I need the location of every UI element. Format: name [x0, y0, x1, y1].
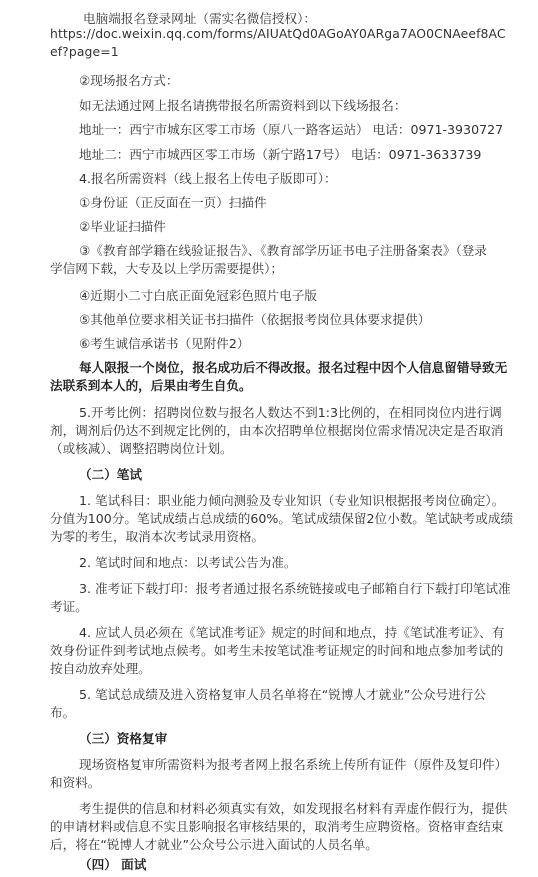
text-line: 的申请材料或信息不实且影响报名审核结果的，取消考生应聘资格。资格审查结束: [50, 819, 504, 834]
signup-url-line[interactable]: ef?page=1: [50, 44, 119, 59]
text-line: 5.开考比例：招聘岗位数与报名人数达不到1:3比例的，在相同岗位内进行调: [79, 405, 502, 420]
text-line: 地址二：西宁市城西区零工市场（新宁路17号） 电话：0971-3633739: [79, 147, 482, 162]
text-line: 如无法通过网上报名请携带报名所需资料到以下线场报名：: [79, 98, 407, 113]
text-line: 学信网下载，大专及以上学历需要提供）；: [50, 261, 283, 276]
text-line: 考证。: [50, 599, 88, 614]
text-line: 考生提供的信息和材料必须真实有效，如发现报名材料有弄虚作假行为，提供: [79, 801, 508, 816]
text-line: 4.报名所需资料（线上报名上传电子版即可）：: [79, 171, 337, 186]
text-line: 现场资格复审所需资料为报考者网上报名系统上传所有证件（原件及复印件）: [79, 757, 508, 772]
text-line: （或核减）、调整招聘岗位计划。: [50, 441, 233, 456]
text-line: 2. 笔试时间和地点：以考试公告为准。: [79, 555, 297, 570]
signup-url-line[interactable]: https://doc.weixin.qq.com/forms/AIUAtQd0AGoAY0ARga7AO0CNAeef8AC: [50, 26, 506, 41]
text-line: 和资料。: [50, 775, 101, 790]
text-line: ⑤其他单位要求相关证书扫描件（依据报考岗位具体要求提供）: [79, 312, 431, 327]
text-line: 效身份证件到考试地点候考。如考生未按笔试准考证规定的时间和地点参加考试的: [50, 643, 504, 658]
text-line: 为零的考生，取消本次考试录用资格。: [50, 529, 265, 544]
text-line: 3. 准考证下载打印：报考者通过报名系统链接或电子邮箱自行下载打印笔试准: [79, 581, 511, 596]
bold-text-line: 法联系到本人的，后果由考生自负。: [50, 378, 252, 393]
bold-text-line: （四） 面试: [79, 857, 147, 872]
bold-text-line: （三）资格复审: [79, 731, 168, 746]
text-line: ③《教育部学籍在线验证报告》、《教育部学历证书电子注册备案表》（登录: [79, 243, 487, 258]
text-line: ②现场报名方式：: [79, 73, 179, 88]
text-line: 1. 笔试科目：职业能力倾向测验及专业知识（专业知识根据报考岗位确定）。: [79, 493, 505, 508]
text-line: ④近期小二寸白底正面免冠彩色照片电子版: [79, 288, 317, 303]
text-line: 剂，调剂后仍达不到规定比例的，由本次招聘单位根据岗位需求情况决定是否取消: [50, 423, 504, 438]
text-line: 按自动放弃处理。: [50, 661, 151, 676]
text-line: 分值为100分。笔试成绩占总成绩的60%。笔试成绩保留2位小数。笔试缺考或成绩: [50, 511, 514, 526]
text-line: ②毕业证扫描件: [79, 219, 166, 234]
text-line: ⑥考生诚信承诺书（见附件2）: [79, 336, 250, 351]
bold-text-line: 每人限报一个岗位，报名成功后不得改报。报名过程中因个人信息留错导致无: [79, 360, 508, 375]
text-line: 4. 应试人员必须在《笔试准考证》规定的时间和地点，持《笔试准考证》、有: [79, 625, 505, 640]
text-line: 5. 笔试总成绩及进入资格复审人员名单将在“锐博人才就业”公众号进行公: [79, 687, 486, 702]
text-line: 布。: [50, 705, 76, 720]
text-line: ①身份证（正反面在一页）扫描件: [79, 195, 267, 210]
bold-text-line: （二）笔试: [79, 467, 142, 482]
text-line: 电脑端报名登录网址（需实名微信授权）：: [83, 11, 316, 26]
text-line: 地址一：西宁市城东区零工市场（原八一路客运站） 电话：0971-3930727: [79, 122, 504, 137]
text-line: 后，将在“锐博人才就业”公众号公示进入面试的人员名单。: [50, 837, 378, 852]
